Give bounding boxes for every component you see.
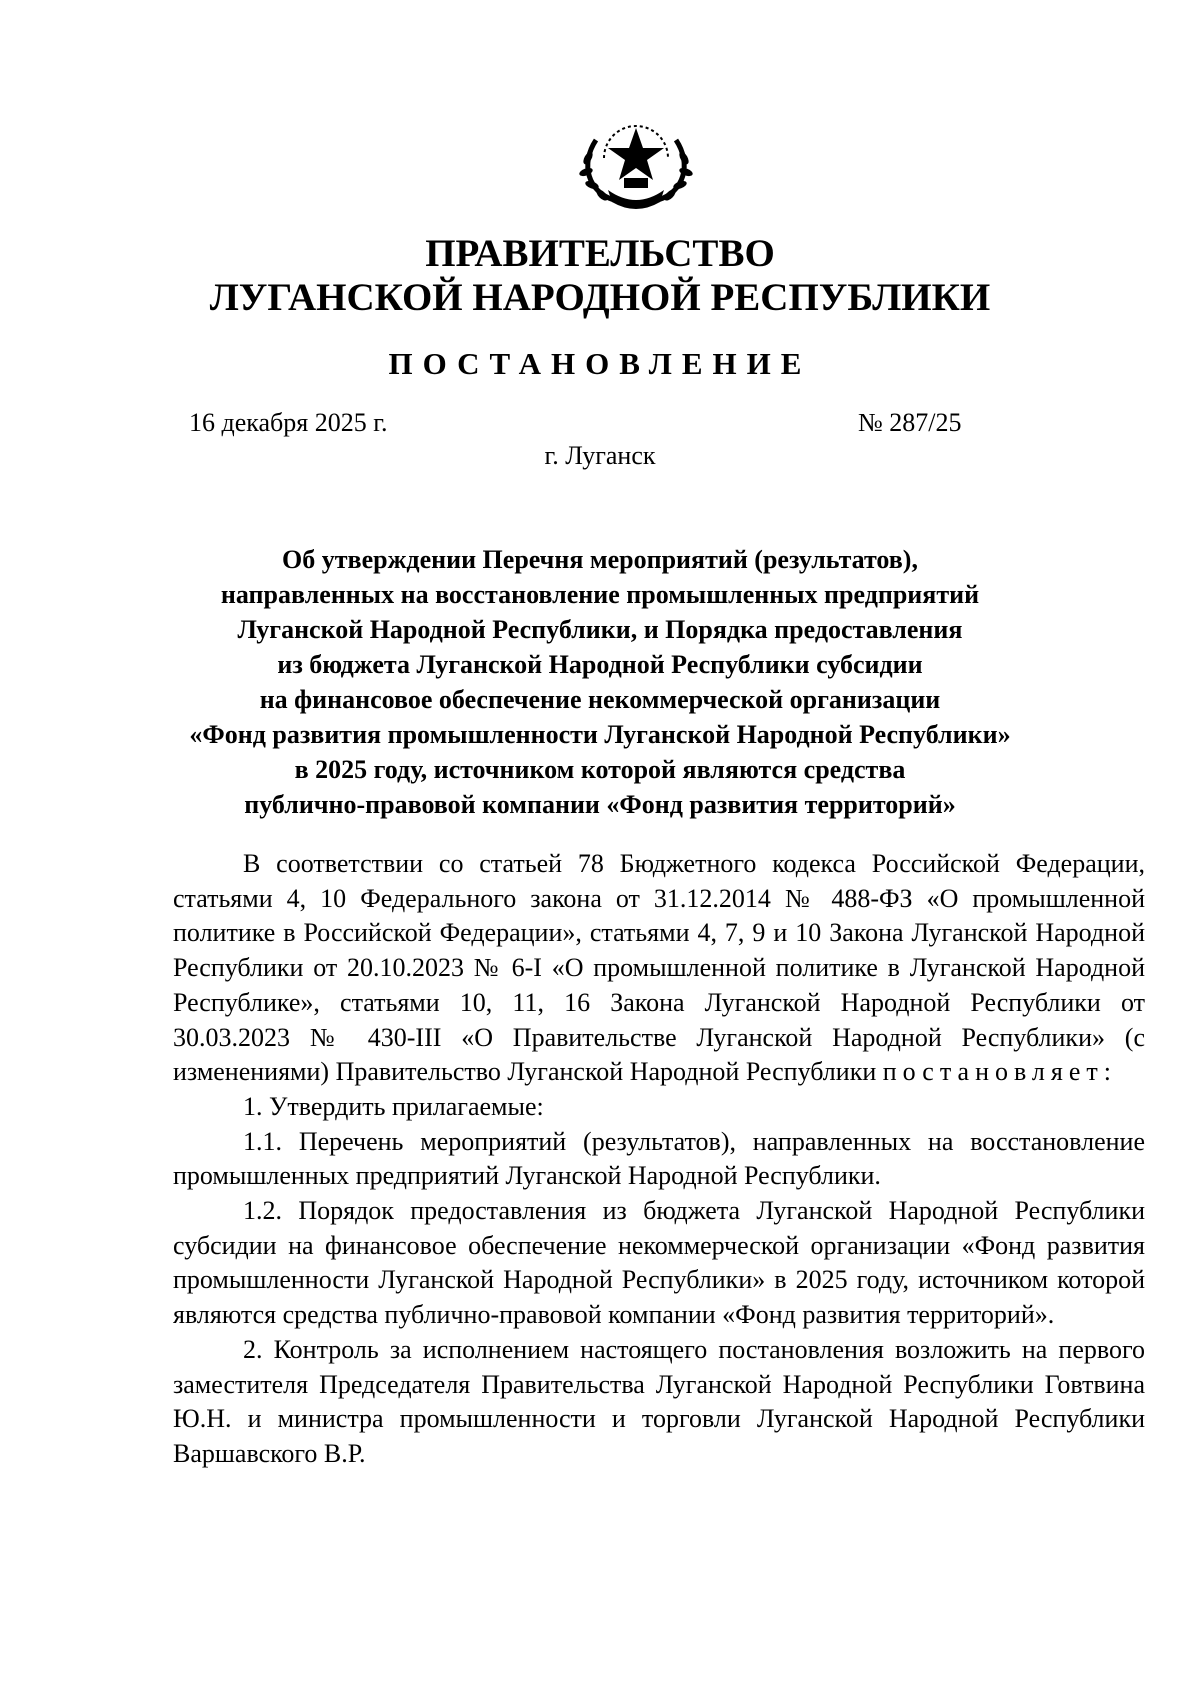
- document-number: № 287/25: [858, 408, 962, 437]
- subject-line: направленных на восстановление промышленных предприятий: [220, 580, 980, 609]
- resolves-word: постановляет:: [882, 1057, 1117, 1087]
- preamble-text: В соответствии со статьей 78 Бюджетного кодекса Российской Федерации, статьями 4, 10 Федерального закона от 31.12.2014 № 488-ФЗ «О промышленной политике в Российской Федерации», статьями 4, 7, 9 и 10 Закона Луганской Народной Республики от 20.10.2023 № 6-I «О промышленной политике в Луганской Народной Республике», статьями 10, 11, 16 Закона Луганской Народной Республики от 30.03.2023 № 430-III «О Правительстве Луганской Народной Республики» (с изменениями) Правительство Луганской Народной Республики: [173, 849, 1145, 1087]
- subject-line: публично-правовой компании «Фонд развития территорий»: [244, 790, 956, 819]
- document-subject: [150, 542, 1050, 822]
- document-date: 16 декабря 2025 г.: [189, 408, 388, 437]
- body-paragraph-2: 2. Контроль за исполнением настоящего постановления возложить на первого заместителя Председателя Правительства Луганской Народной Республики Говтвина Ю.Н. и министра промышленности и торговли Луганской Народной Республики Варшавского В.Р.: [173, 1334, 1145, 1468]
- subject-line: «Фонд развития промышленности Луганской Народной Республики»: [189, 720, 1011, 749]
- subject-line: из бюджета Луганской Народной Республики субсидии: [277, 650, 923, 679]
- document-type: ПОСТАНОВЛЕНИЕ: [388, 346, 812, 381]
- organization-name-line-2: ЛУГАНСКОЙ НАРОДНОЙ РЕСПУБЛИКИ: [209, 276, 991, 319]
- body-paragraph-1-2: 1.2. Порядок предоставления из бюджета Луганской Народной Республики субсидии на финансовое обеспечение некоммерческой организации «Фонд развития промышленности Луганской Народной Республики» в 2025 году, источником которой являются средства публично-правовой компании «Фонд развития территорий».: [173, 1196, 1145, 1330]
- document-city: г. Луганск: [544, 441, 656, 470]
- body-paragraph-1: 1. Утвердить прилагаемые:: [243, 1091, 544, 1121]
- subject-line: на финансовое обеспечение некоммерческой организации: [259, 685, 941, 714]
- organization-name: [0, 232, 1200, 320]
- subject-line: Луганской Народной Республики, и Порядка предоставления: [237, 615, 963, 644]
- body-paragraph-1-1: 1.1. Перечень мероприятий (результатов), направленных на восстановление промышленных предприятий Луганской Народной Республики.: [173, 1126, 1145, 1191]
- organization-name-line-1: ПРАВИТЕЛЬСТВО: [425, 232, 775, 275]
- subject-line: в 2025 году, источником которой являются средства: [294, 755, 906, 784]
- document-body: [173, 847, 1145, 1472]
- body-paragraph-preamble: [173, 847, 1145, 1090]
- subject-line: Об утверждении Перечня мероприятий (результатов),: [282, 545, 918, 574]
- luhansk-coat-of-arms-icon: [574, 118, 698, 216]
